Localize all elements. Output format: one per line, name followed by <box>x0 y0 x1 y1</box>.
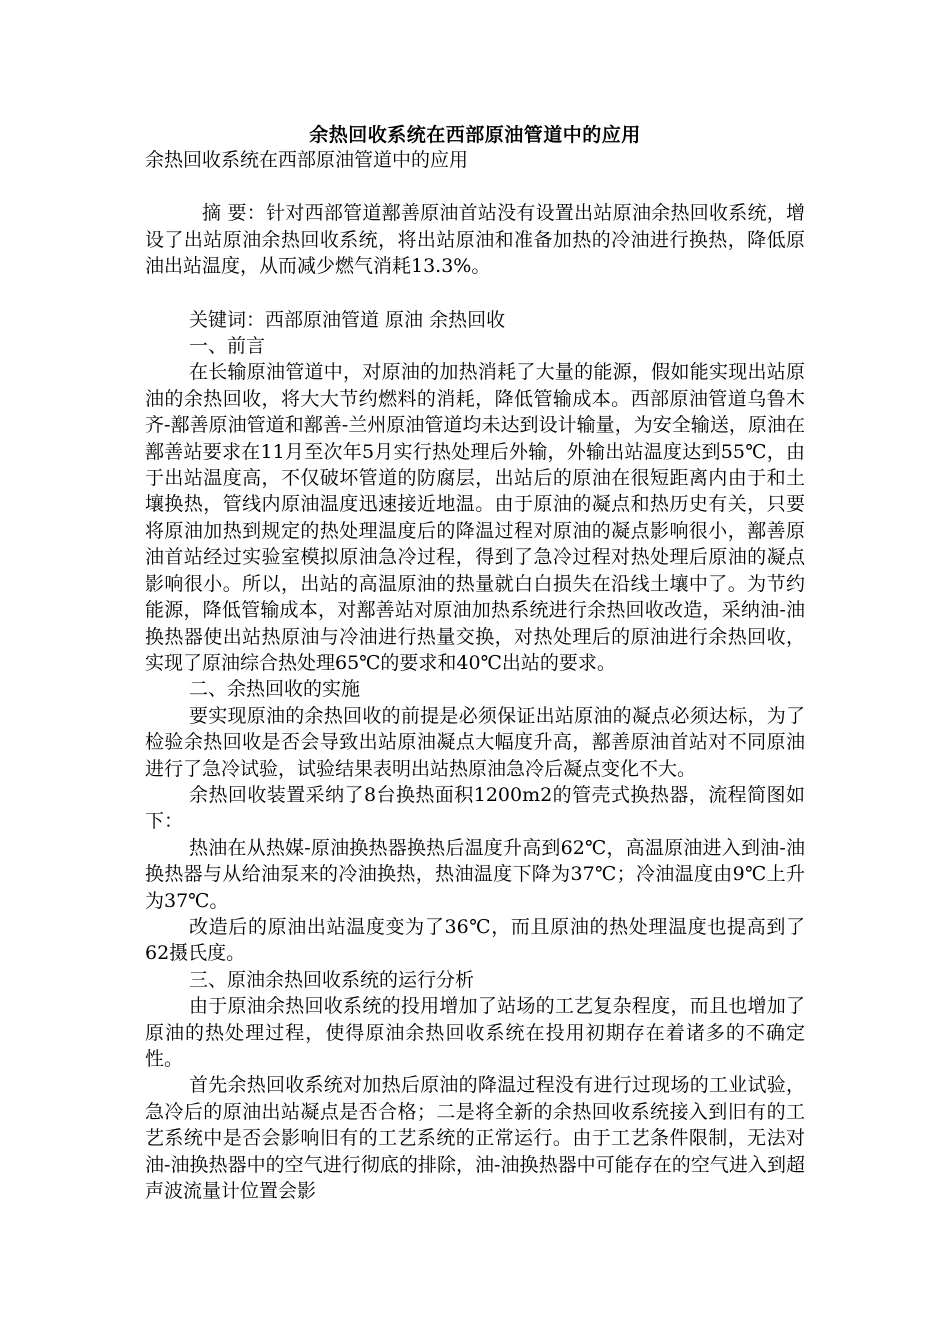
section-heading-analysis: 三、原油余热回收系统的运行分析 <box>189 968 475 991</box>
document-subtitle: 余热回收系统在西部原油管道中的应用 <box>145 149 469 171</box>
paragraph-introduction: 在长输原油管道中，对原油的加热消耗了大量的能源，假如能实现出站原油的余热回收，将大大节约燃料的消耗，降低管输成本。西部原油管道乌鲁木齐-鄯善原油管道和鄯善-兰州原油管道均未达到设计输量，为安全输送，原油在鄯善站要求在11月至次年5月实行热处理后外输，外输出站温度达到55℃，由于出站温度高，不仅破坏管道的防腐层，出站后的原油在很短距离内由于和土壤换热，管线内原油温度迅速接近地温。由于原油的凝点和热历史有关，只要将原油加热到规定的热处理温度后的降温过程对原油的凝点影响很小，鄯善原油首站经过实验室模拟原油急冷过程，得到了急冷过程对热处理后原油的凝点影响很小。所以，出站的高温原油的热量就白白损失在沿线土壤中了。为节约能源，降低管输成本，对鄯善站对原油加热系统进行余热回收改造，采纳油-油换热器使出站热原油与冷油进行热量交换，对热处理后的原油进行余热回收，实现了原油综合热处理65℃的要求和40℃出站的要求。 <box>145 361 805 674</box>
section-heading-implementation: 二、余热回收的实施 <box>189 678 361 701</box>
paragraph-analysis-1: 由于原油余热回收系统的投用增加了站场的工艺复杂程度，而且也增加了原油的热处理过程，使得原油余热回收系统在投用初期存在着诸多的不确定性。 <box>145 995 805 1070</box>
paragraph-implementation-2: 余热回收装置采纳了8台换热面积1200m2的管壳式换热器，流程简图如下： <box>145 783 805 833</box>
paragraph-implementation-4: 改造后的原油出站温度变为了36℃，而且原油的热处理温度也提高到了62摄氏度。 <box>145 915 805 965</box>
spacer <box>145 173 805 200</box>
paragraph-implementation-3: 热油在从热媒-原油换热器换热后温度升高到62℃，高温原油进入到油-油换热器与从给油泵来的冷油换热，热油温度下降为37℃；冷油温度由9℃上升为37℃。 <box>145 836 805 912</box>
abstract-paragraph: 摘 要：针对西部管道鄯善原油首站没有设置出站原油余热回收系统，增设了出站原油余热回收系统，将出站原油和准备加热的冷油进行换热，降低原油出站温度，从而减少燃气消耗13.3%。 <box>145 202 805 278</box>
keywords-line: 关键词：西部原油管道 原油 余热回收 <box>189 308 506 331</box>
document-body <box>145 147 805 1204</box>
spacer <box>145 280 805 307</box>
section-heading-introduction: 一、前言 <box>189 335 266 358</box>
paragraph-analysis-2: 首先余热回收系统对加热后原油的降温过程没有进行过现场的工业试验，急冷后的原油出站凝点是否合格；二是将全新的余热回收系统接入到旧有的工艺系统中是否会影响旧有的工艺系统的正常运行。由于工艺条件限制，无法对油-油换热器中的空气进行彻底的排除，油-油换热器中可能存在的空气进入到超声波流量计位置会影 <box>145 1074 805 1203</box>
paragraph-implementation-1: 要实现原油的余热回收的前提是必须保证出站原油的凝点必须达标，为了检验余热回收是否会导致出站原油凝点大幅度升高，鄯善原油首站对不同原油进行了急冷试验，试验结果表明出站热原油急冷后凝点变化不大。 <box>145 704 805 780</box>
document-title: 余热回收系统在西部原油管道中的应用 <box>309 124 641 146</box>
